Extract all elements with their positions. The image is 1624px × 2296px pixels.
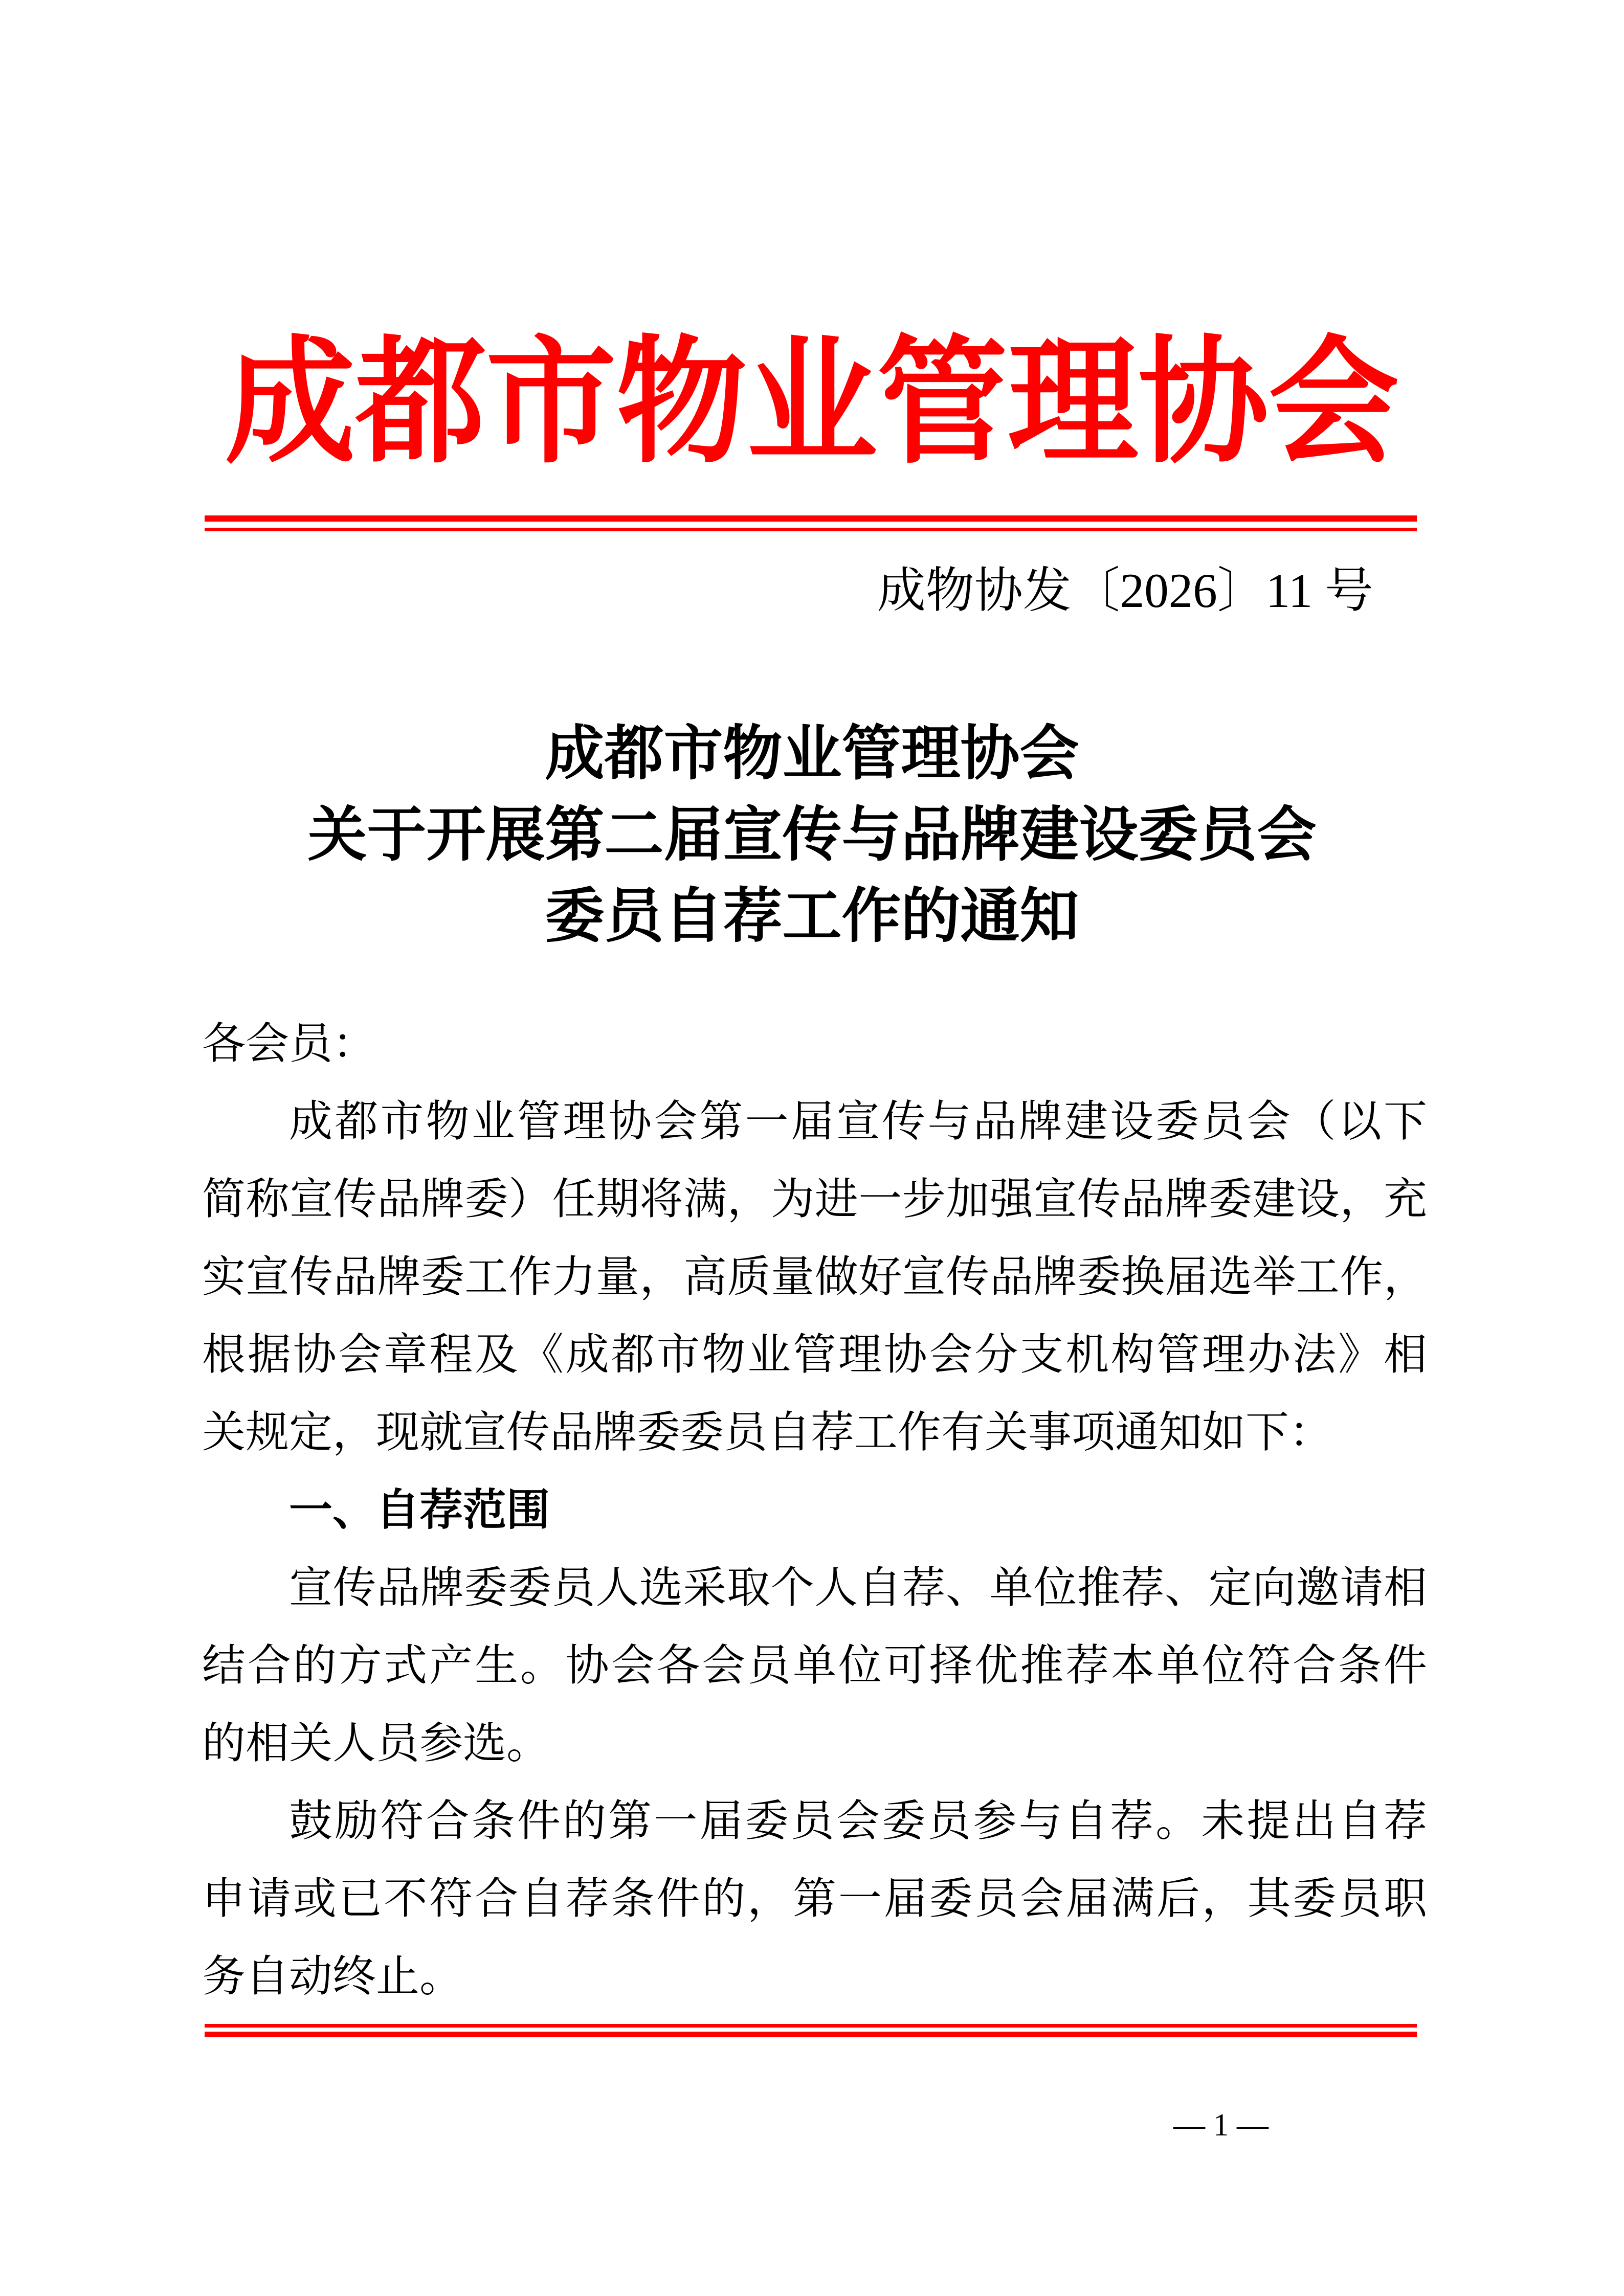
separator-gap [205, 2028, 1417, 2032]
body-line: 申请或已不符合自荐条件的，第一届委员会届满后，其委员职 [202, 1875, 1427, 1923]
letterhead-separator [205, 515, 1417, 531]
body-line: 根据协会章程及《成都市物业管理协会分支机构管理办法》相 [202, 1331, 1427, 1379]
document-title [0, 714, 1624, 958]
separator-thin-line [205, 528, 1417, 531]
letterhead-org-name: 成都市物业管理协会 [225, 328, 1399, 480]
section-heading: 一、自荐范围 [289, 1486, 550, 1535]
body-line: 鼓励符合条件的第一届委员会委员参与自荐。未提出自荐 [289, 1797, 1427, 1845]
title-line-1: 成都市物业管理协会 [545, 722, 1079, 787]
body-line: 简称宣传品牌委）任期将满，为进一步加强宣传品牌委建设，充 [202, 1176, 1427, 1224]
doc-number: 成物协发〔2026〕11 号 [877, 564, 1373, 618]
title-line-3: 委员自荐工作的通知 [545, 884, 1079, 950]
page-number: — 1 — [1173, 2108, 1269, 2143]
body-line: 务自动终止。 [202, 1953, 463, 2001]
separator-thick-line [205, 515, 1417, 522]
separator-thin-line [205, 2024, 1417, 2028]
title-line-2: 关于开展第二届宣传与品牌建设委员会 [307, 803, 1317, 868]
body-line-salutation: 各会员： [202, 1020, 376, 1068]
body-line: 的相关人员参选。 [202, 1720, 550, 1768]
document-body [202, 1005, 1427, 2016]
body-line: 宣传品牌委委员人选采取个人自荐、单位推荐、定向邀请相 [289, 1564, 1427, 1612]
separator-gap [205, 522, 1417, 528]
body-line: 关规定，现就宣传品牌委委员自荐工作有关事项通知如下： [202, 1409, 1333, 1457]
footer-separator [205, 2024, 1417, 2037]
separator-thick-line [205, 2032, 1417, 2037]
body-line: 结合的方式产生。协会各会员单位可择优推荐本单位符合条件 [202, 1642, 1427, 1690]
body-line: 实宣传品牌委工作力量，高质量做好宣传品牌委换届选举工作， [202, 1253, 1427, 1301]
body-line: 成都市物业管理协会第一届宣传与品牌建设委员会（以下 [289, 1098, 1427, 1146]
